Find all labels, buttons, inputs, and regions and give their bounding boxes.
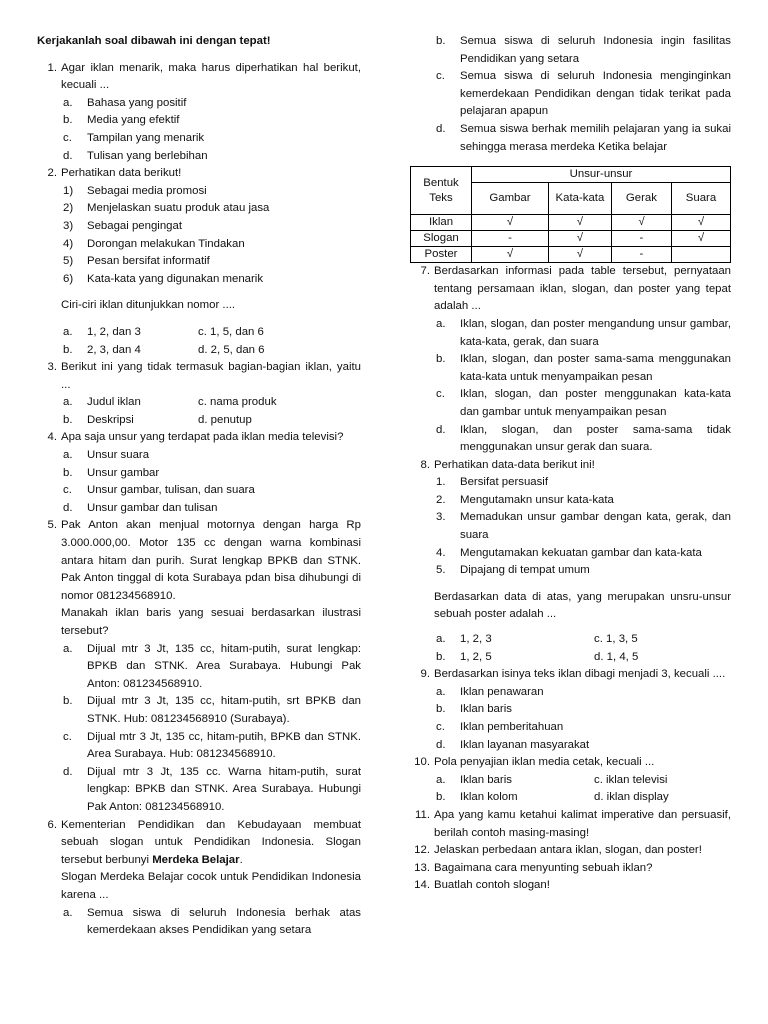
option: a. Iklan baris bbox=[436, 773, 512, 786]
option: a. Judul iklan bbox=[63, 396, 141, 409]
question-number: 8. bbox=[420, 458, 430, 471]
question-6-continued bbox=[410, 33, 731, 156]
data-item: 2) Menjelaskan suatu produk atau jasa bbox=[63, 202, 270, 215]
question-6 bbox=[37, 817, 361, 940]
question-number: 4. bbox=[47, 431, 57, 444]
question-prompt: Berdasarkan data di atas, yang merupakan unsru-unsur sebuah poster adalah ... bbox=[434, 590, 731, 621]
question-number: 11. bbox=[415, 808, 430, 821]
option: d. Iklan, slogan, dan poster sama-sama tidak menggunakan unsur gerak dan suara. bbox=[436, 423, 731, 454]
unsur-table bbox=[410, 166, 731, 263]
question-14 bbox=[410, 877, 731, 895]
option-row bbox=[434, 631, 731, 649]
worksheet-heading: Kerjakanlah soal dibawah ini dengan tepat! bbox=[37, 35, 271, 47]
data-item: 5. Dipajang di tempat umum bbox=[436, 564, 590, 577]
option: d. Tulisan yang berlebihan bbox=[63, 149, 208, 162]
question-text: Berdasarkan isinya teks iklan dibagi menjadi 3, kecuali .... bbox=[434, 668, 726, 681]
table-column-header: Gambar bbox=[472, 183, 549, 215]
question-1 bbox=[37, 60, 361, 166]
option-row bbox=[61, 412, 361, 430]
question-text: Berikut ini yang tidak termasuk bagian-bagian iklan, yaitu ... bbox=[61, 361, 361, 391]
option: a. Dijual mtr 3 Jt, 135 cc, hitam-putih, surat lengkap: BPKB dan STNK. Area Surabaya. Hubungi Pak Anton: 081234568910. bbox=[63, 642, 361, 690]
option: d. Dijual mtr 3 Jt, 135 cc. Warna hitam-putih, surat lengkap: BPKB dan STNK. Area Surabaya. Hubungi Pak Anton: 081234568910. bbox=[63, 765, 361, 813]
question-number: 2. bbox=[47, 167, 57, 180]
option: c. Unsur gambar, tulisan, dan suara bbox=[63, 484, 255, 497]
question-10 bbox=[410, 754, 731, 807]
question-number: 6. bbox=[47, 818, 57, 831]
option: a. Unsur suara bbox=[63, 449, 150, 462]
data-item: 6) Kata-kata yang digunakan menarik bbox=[63, 272, 264, 285]
data-item: 3. Memadukan unsur gambar dengan kata, gerak, dan suara bbox=[436, 511, 731, 542]
question-prompt: Slogan Merdeka Belajar cocok untuk Pendidikan Indonesia karena ... bbox=[61, 871, 361, 901]
option: a. Iklan, slogan, dan poster mengandung unsur gambar, kata-kata, gerak, dan suara bbox=[436, 317, 731, 348]
option: d. Unsur gambar dan tulisan bbox=[63, 501, 218, 514]
option: b. Iklan baris bbox=[436, 703, 512, 716]
question-3 bbox=[37, 359, 361, 429]
question-number: 10. bbox=[414, 756, 430, 769]
question-text: Apa yang kamu ketahui kalimat imperative dan persuasif, berilah contoh masing-masing! bbox=[434, 808, 731, 839]
option: c. 1, 5, dan 6 bbox=[198, 325, 264, 338]
option-row bbox=[61, 324, 361, 342]
option: a. Bahasa yang positif bbox=[63, 96, 187, 109]
data-item: 3) Sebagai pengingat bbox=[63, 219, 183, 232]
option: c. nama produk bbox=[198, 396, 277, 409]
option: a. Iklan penawaran bbox=[436, 685, 544, 698]
table-row: Iklan √ √ √ √ bbox=[411, 215, 731, 231]
question-2 bbox=[37, 165, 361, 359]
table-column-header: Suara bbox=[671, 183, 730, 215]
question-number: 13. bbox=[414, 861, 430, 874]
option: b. 1, 2, 5 bbox=[436, 650, 492, 663]
option: d. Iklan layanan masyarakat bbox=[436, 738, 590, 751]
data-item: 1) Sebagai media promosi bbox=[63, 184, 207, 197]
option: d. penutup bbox=[198, 413, 252, 426]
option-row bbox=[434, 789, 731, 807]
option-row bbox=[434, 772, 731, 790]
option: d. Semua siswa berhak memilih pelajaran yang ia sukai sehingga merasa merdeka Ketika belajar bbox=[436, 122, 731, 153]
option: d. iklan display bbox=[594, 791, 669, 804]
data-item: 5) Pesan bersifat informatif bbox=[63, 255, 210, 268]
option-row bbox=[61, 394, 361, 412]
question-number: 3. bbox=[47, 361, 57, 374]
table-column-header: Kata-kata bbox=[548, 183, 611, 215]
option: b. Iklan kolom bbox=[436, 791, 518, 804]
table-row: Poster √ √ - bbox=[411, 247, 731, 263]
left-column bbox=[37, 33, 361, 940]
option: c. 1, 3, 5 bbox=[594, 633, 638, 646]
question-7 bbox=[410, 263, 731, 457]
option: b. Iklan, slogan, dan poster sama-sama menggunakan kata-kata untuk menyampaikan pesan bbox=[436, 353, 731, 383]
option: d. 1, 4, 5 bbox=[594, 650, 639, 663]
option: c. Iklan pemberitahuan bbox=[436, 721, 564, 733]
data-item: 4) Dorongan melakukan Tindakan bbox=[63, 237, 245, 250]
question-number: 1. bbox=[47, 61, 57, 74]
question-number: 14. bbox=[414, 879, 430, 892]
table-group-header: Unsur-unsur bbox=[472, 167, 731, 183]
question-number: 12. bbox=[414, 844, 430, 857]
question-text: Apa saja unsur yang terdapat pada iklan media televisi? bbox=[61, 431, 344, 444]
question-text: Jelaskan perbedaan antara iklan, slogan, dan poster! bbox=[434, 844, 702, 857]
question-5 bbox=[37, 517, 361, 816]
option: c. Dijual mtr 3 Jt, 135 cc, hitam-putih, BPKB dan STNK. Area Surabaya. Hub: 081234568910. bbox=[63, 730, 361, 761]
option: c. iklan televisi bbox=[594, 773, 668, 786]
table-row: Slogan - √ - √ bbox=[411, 231, 731, 247]
question-number: 5. bbox=[47, 519, 57, 532]
question-text: Bagaimana cara menyunting sebuah iklan? bbox=[434, 861, 653, 874]
question-text: Berdasarkan informasi pada table tersebut, pernyataan tentang persamaan iklan, slogan, dan poster yang tepat adalah ... bbox=[434, 265, 731, 313]
option: c. Iklan, slogan, dan poster menggunakan kata-kata dan gambar untuk menyampaikan pesan bbox=[436, 388, 731, 418]
question-8 bbox=[410, 457, 731, 667]
question-12 bbox=[410, 842, 731, 860]
question-text: Perhatikan data-data berikut ini! bbox=[434, 458, 595, 471]
table-corner: Bentuk Teks bbox=[411, 167, 472, 215]
option: b. Dijual mtr 3 Jt, 135 cc, hitam-putih, srt BPKB dan STNK. Hub: 081234568910 (Surabaya). bbox=[63, 695, 361, 725]
question-text: Pola penyajian iklan media cetak, kecuali ... bbox=[434, 756, 655, 769]
option: b. Semua siswa di seluruh Indonesia ingin fasilitas Pendidikan yang setara bbox=[436, 35, 731, 65]
question-text: Kementerian Pendidikan dan Kebudayaan membuat sebuah slogan untuk Pendidikan Indonesia. Slogan tersebut berbunyi Merdeka Belajar. bbox=[61, 818, 361, 866]
option: b. Deskripsi bbox=[63, 413, 134, 426]
question-number: 9. bbox=[420, 668, 430, 681]
right-column bbox=[410, 33, 731, 895]
option: d. 2, 5, dan 6 bbox=[198, 343, 265, 356]
option: a. 1, 2, dan 3 bbox=[63, 325, 141, 338]
table-column-header: Gerak bbox=[611, 183, 671, 215]
option: b. Unsur gambar bbox=[63, 466, 160, 479]
question-4 bbox=[37, 429, 361, 517]
question-prompt: Ciri-ciri iklan ditunjukkan nomor .... bbox=[61, 299, 236, 312]
slogan-bold: Merdeka Belajar bbox=[152, 853, 240, 866]
data-item: 1. Bersifat persuasif bbox=[436, 476, 548, 489]
question-text: Agar iklan menarik, maka harus diperhatikan hal berikut, kecuali ... bbox=[61, 61, 361, 92]
option-row bbox=[61, 342, 361, 360]
question-number: 7. bbox=[420, 265, 430, 278]
option: a. 1, 2, 3 bbox=[436, 633, 492, 646]
question-text: Pak Anton akan menjual motornya dengan harga Rp 3.000.000,00. Motor 135 cc dengan warna kombinasi antara hitam dan purih. Surat lengkap BPKB dan STNK. Pak Anton tinggal di kota Surabaya pdan bisa dihubungi di nomor 081234568910. bbox=[61, 519, 361, 602]
data-item: 4. Mengutamakan kekuatan gambar dan kata-kata bbox=[436, 546, 702, 559]
option: b. 2, 3, dan 4 bbox=[63, 343, 141, 356]
question-11 bbox=[410, 807, 731, 842]
option: c. Semua siswa di seluruh Indonesia menginginkan kemerdekaan Pendidikan dengan tidak terikat pada pelajaran apapun bbox=[436, 70, 731, 118]
question-text: Buatlah contoh slogan! bbox=[434, 879, 550, 892]
option: a. Semua siswa di seluruh Indonesia berhak atas kemerdekaan akses Pendidikan yang setara bbox=[63, 906, 361, 937]
option: c. Tampilan yang menarik bbox=[63, 131, 205, 144]
option: b. Media yang efektif bbox=[63, 114, 180, 127]
question-9 bbox=[410, 666, 731, 754]
question-13 bbox=[410, 860, 731, 878]
data-item: 2. Mengutamakn unsur kata-kata bbox=[436, 493, 614, 506]
question-text: Perhatikan data berikut! bbox=[61, 167, 182, 180]
question-prompt: Manakah iklan baris yang sesuai berdasarkan ilustrasi tersebut? bbox=[61, 607, 361, 637]
option-row bbox=[434, 649, 731, 667]
